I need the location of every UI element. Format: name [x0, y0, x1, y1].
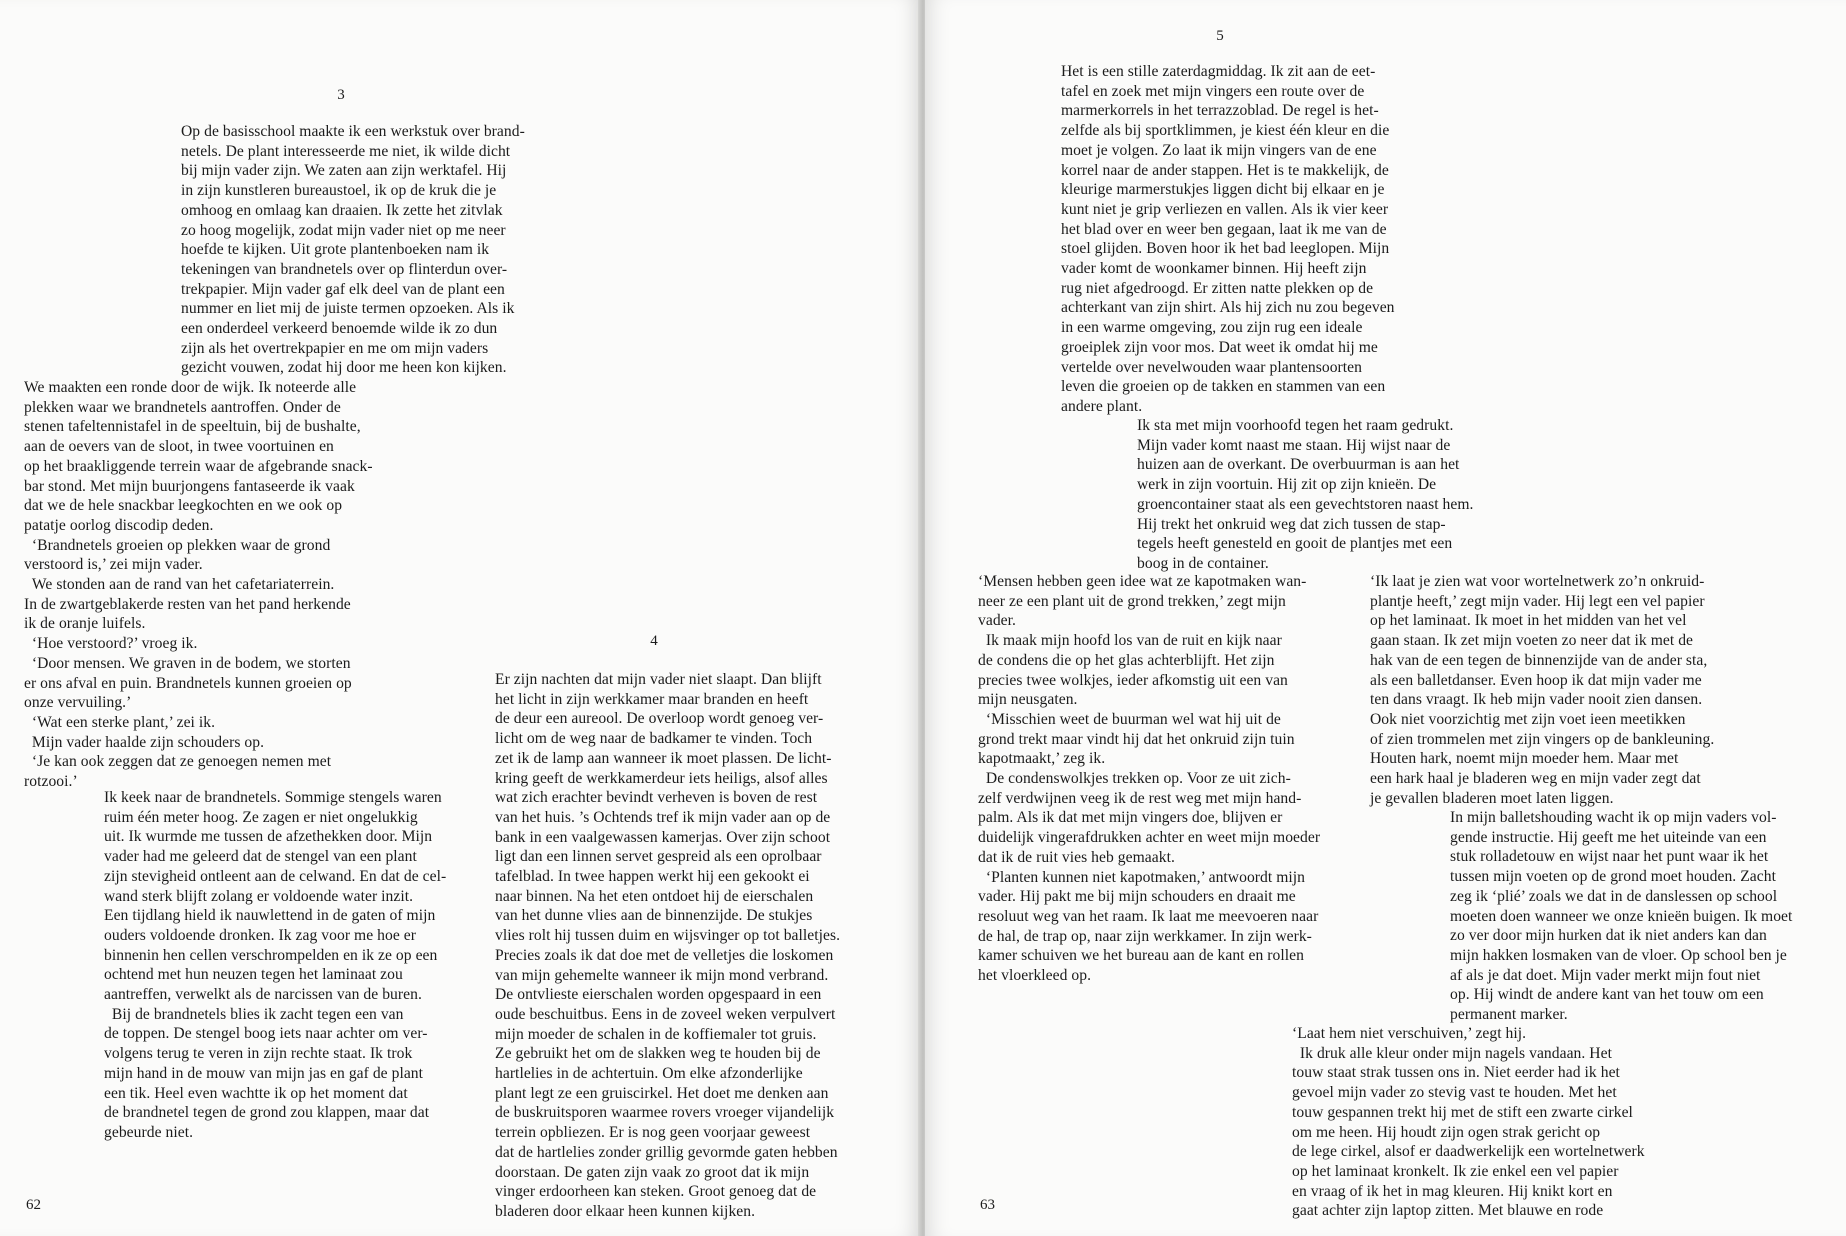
section-5-right-column: ‘Ik laat je zien wat voor wortelnetwerk zo’n onkruid- plantje heeft,’ zegt mijn vader. Hij legt een vel papier op het laminaat. Ik moet in het midden van het vel gaan staan. Ik zet mijn voeten zo neer dat ik met de hak van de een tegen de binnenzijde van de ander sta, als een balletdanser. Even hoop ik dat mijn vader me ten dans vraagt. Ik heb mijn vader nooit zien dansen. Ook niet voorzichtig met zijn voet ieen meetikken of zien trommelen met zijn vingers op de bankleuning. Houten hark, noemt mijn moeder hem. Maar met een hark haal je bladeren weg en mijn vader zegt dat je gevallen bladeren moet laten liggen. [1370, 573, 1715, 807]
section-number-3: 3 [337, 87, 345, 103]
section-number-4: 4 [650, 633, 658, 649]
left-page [0, 0, 921, 1236]
right-page [925, 0, 1846, 1236]
page-number-right: 63 [980, 1197, 995, 1213]
section-5-window-paragraph: Ik sta met mijn voorhoofd tegen het raam gedrukt. Mijn vader komt naast me staan. Hij wijst naar de huizen aan de overkant. De overbuurman is aan het werk in zijn voortuin. Hij zit op zijn knieën. De groencontainer staat als een gevechtstoren naast hem. Hij trekt het onkruid weg dat zich tussen de stap- tegels heeft genesteld en gooit de plantjes met een boog in de container. [1137, 417, 1474, 572]
section-3-nettles-paragraph: Ik keek naar de brandnetels. Sommige stengels waren ruim één meter hoog. Ze zagen er niet ongelukkig uit. Ik wurmde me tussen de afzethekken door. Mijn vader had me geleerd dat de stengel van een plant zijn stevigheid ontleent aan de celwand. En dat de cel- wand sterk blijft zolang er voldoende water inzit. Een tijdlang hield ik nauwlettend in de gaten of mijn ouders voldoende dronken. Ik zag voor me hoe er binnenin hen cellen verschrompelden en ik ze op een ochtend met hun neuzen tegen het laminaat zou aantreffen, verwelkt als de narcissen van de buren. Bij de brandnetels blies ik zacht tegen een van de toppen. De stengel boog iets naar achter om ver- volgens terug te veren in zijn rechte staat. Ik trok mijn hand in de mouw van mijn jas en gaf de plant een tik. Heel even wachtte ik op het moment dat de brandnetel tegen de grond zou klappen, maar dat gebeurde niet. [104, 789, 447, 1141]
section-3-walk-paragraph: We maakten een ronde door de wijk. Ik noteerde alle plekken waar we brandnetels aantroffen. Onder de stenen tafeltennistafel in de speeltuin, bij de bushalte, aan de oevers van de sloot, in twee voortuinen en op het braakliggende terrein waar de afgebrande snack- bar stond. Met mijn buurjongens fantaseerde ik vaak dat we de hele snackbar leegkochten en we ook op patatje oorlog discodip deden. ‘Brandnetels groeien op plekken waar de grond verstoord is,’ zei mijn vader. We stonden aan de rand van het cafetariaterrein. In de zwartgeblakerde resten van het pand herkende ik de oranje luifels. ‘Hoe verstoord?’ vroeg ik. ‘Door mensen. We graven in de bodem, we storten er ons afval en puin. Brandnetels kunnen groeien op onze vervuiling.’ ‘Wat een sterke plant,’ zei ik. Mijn vader haalde zijn schouders op. ‘Je kan ook zeggen dat ze genoegen nemen met rotzooi.’ [24, 379, 373, 791]
section-5-opening-paragraph: Het is een stille zaterdagmiddag. Ik zit aan de eet- tafel en zoek met mijn vingers een route over de marmerkorrels in het terrazzoblad. De regel is het- zelfde als bij sportklimmen, je kiest één kleur en die moet je volgen. Zo laat ik mijn vingers van de ene korrel naar de ander stappen. Het is te makkelijk, de kleurige marmerstukjes liggen dicht bij elkaar en je kunt niet je grip verliezen en vallen. Als ik vier keer het blad over en weer ben gegaan, laat ik me van de stoel glijden. Boven hoor ik het bad leeglopen. Mijn vader komt de woonkamer binnen. Hij heeft zijn rug niet afgedroogd. Er zitten natte plekken op de achterkant van zijn shirt. Als hij zich nu zou begeven in een warme omgeving, zou zijn rug een ideale groeiplek zijn voor mos. Dat weet ik omdat hij me vertelde over nevelwouden waar plantensoorten leven die groeien op de takken en stammen van een andere plant. [1061, 63, 1395, 415]
section-3-opening-paragraph: Op de basisschool maakte ik een werkstuk over brand- netels. De plant interesseerde me niet, ik wilde dicht bij mijn vader zijn. We zaten aan zijn werktafel. Hij in zijn kunstleren bureaustoel, ik op de kruk die je omhoog en omlaag kan draaien. Ik zette het zitvlak zo hoog mogelijk, zodat mijn vader niet op me neer hoefde te kijken. Uit grote plantenboeken nam ik tekeningen van brandnetels over op flinterdun over- trekpapier. Mijn vader gaf elk deel van de plant een nummer en liet mij de juiste termen opzoeken. Als ik een onderdeel verkeerd benoemde wilde ik zo dun zijn als het overtrekpapier en me om mijn vaders gezicht vouwen, zodat hij door me heen kon kijken. [181, 123, 525, 377]
section-number-5: 5 [1216, 28, 1224, 44]
section-5-ballet-paragraph: In mijn balletshouding wacht ik op mijn vaders vol- gende instructie. Hij geeft me het uiteinde van een stuk rolladetouw en wijst naar het punt waar ik het tussen mijn voeten op de grond moet houden. Zacht zeg ik ‘plié’ zoals we dat in de danslessen op school moeten doen wanneer we onze knieën buigen. Ik moet zo ver door mijn hurken dat ik niet anders kan dan mijn hakken losmaken van de vloer. Op school ben je af als je dat doet. Mijn vader merkt mijn fout niet op. Hij windt de andere kant van het touw om een permanent marker. [1450, 809, 1793, 1024]
section-4-paragraph: Er zijn nachten dat mijn vader niet slaapt. Dan blijft het licht in zijn werkkamer maar branden en heeft de deur een aureool. De overloop wordt genoeg ver- licht om de weg naar de badkamer te vinden. Toch zet ik de lamp aan wanneer ik moet plassen. De licht- kring geeft de werkkamerdeur iets heiligs, alsof alles wat zich erachter bevindt verheven is boven de rest van het huis. ’s Ochtends tref ik mijn vader aan op de bank in een vaalgewassen kamerjas. Over zijn schoot ligt dan een linnen servet gespreid als een oprolbaar tafelblad. In twee happen werkt hij een gekookt ei naar binnen. Na het eten ontdoet hij de eierschalen van het dunne vlies aan de binnenzijde. De stukjes vlies rolt hij tussen duim en wijsvinger op tot balletjes. Precies zoals ik dat doe met de velletjes die loskomen van mijn gehemelte wanneer ik mijn mond verbrand. De ontvlieste eierschalen worden opgespaard in een oude beschuitbus. Eens in de zoveel weken verpulvert mijn moeder de schalen in de koffiemaler tot gruis. Ze gebruikt het om de slakken weg te houden bij de hartlelies in de achtertuin. Om elke afzonderlijke plant legt ze een gruiscirkel. Het doet me denken aan de buskruitsporen waarmee rovers vroeger vijandelijk terrein opbliezen. Er is nog geen voorjaar geweest dat de hartlelies zonder grillig gevormde gaten hebben doorstaan. De gaten zijn vaak zo groot dat ik mijn vinger erdoorheen kan steken. Groot genoeg dat de bladeren door elkaar heen kunnen kijken. [495, 671, 841, 1220]
section-5-closing-paragraph: ‘Laat hem niet verschuiven,’ zegt hij. Ik druk alle kleur onder mijn nagels vandaan. Het touw staat strak tussen ons in. Niet eerder had ik het gevoel mijn vader zo stevig vast te houden. Met het touw gespannen trekt hij met de stift een zwarte cirkel om me heen. Hij houdt zijn ogen strak gericht op de lege cirkel, alsof er daadwerkelijk een wortelnetwerk op het laminaat kronkelt. Ik zie enkel een vel papier en vraag of ik het in mag kleuren. Hij knikt kort en gaat achter zijn laptop zitten. Met blauwe en rode [1292, 1025, 1645, 1220]
section-5-left-column: ‘Mensen hebben geen idee wat ze kapotmaken wan- neer ze een plant uit de grond trekken,’ zegt mijn vader. Ik maak mijn hoofd los van de ruit en kijk naar de condens die op het glas achterblijft. Het zijn precies twee wolkjes, ieder afkomstig uit een van mijn neusgaten. ‘Misschien weet de buurman wel wat hij uit de grond trekt maar vindt hij dat het onkruid zijn tuin kapotmaakt,’ zeg ik. De condenswolkjes trekken op. Voor ze uit zich- zelf verdwijnen veeg ik de rest weg met mijn hand- palm. Als ik dat met mijn vingers doe, blijven er duidelijk vingerafdrukken achter en weet mijn moeder dat ik de ruit vies heb gemaakt. ‘Planten kunnen niet kapotmaken,’ antwoordt mijn vader. Hij pakt me bij mijn schouders en draait me resoluut weg van het raam. Ik laat me meevoeren naar de hal, de trap op, naar zijn werkkamer. In zijn werk- kamer schuiven we het bureau aan de kant en rollen het vloerkleed op. [978, 573, 1321, 985]
page-number-left: 62 [26, 1197, 41, 1213]
